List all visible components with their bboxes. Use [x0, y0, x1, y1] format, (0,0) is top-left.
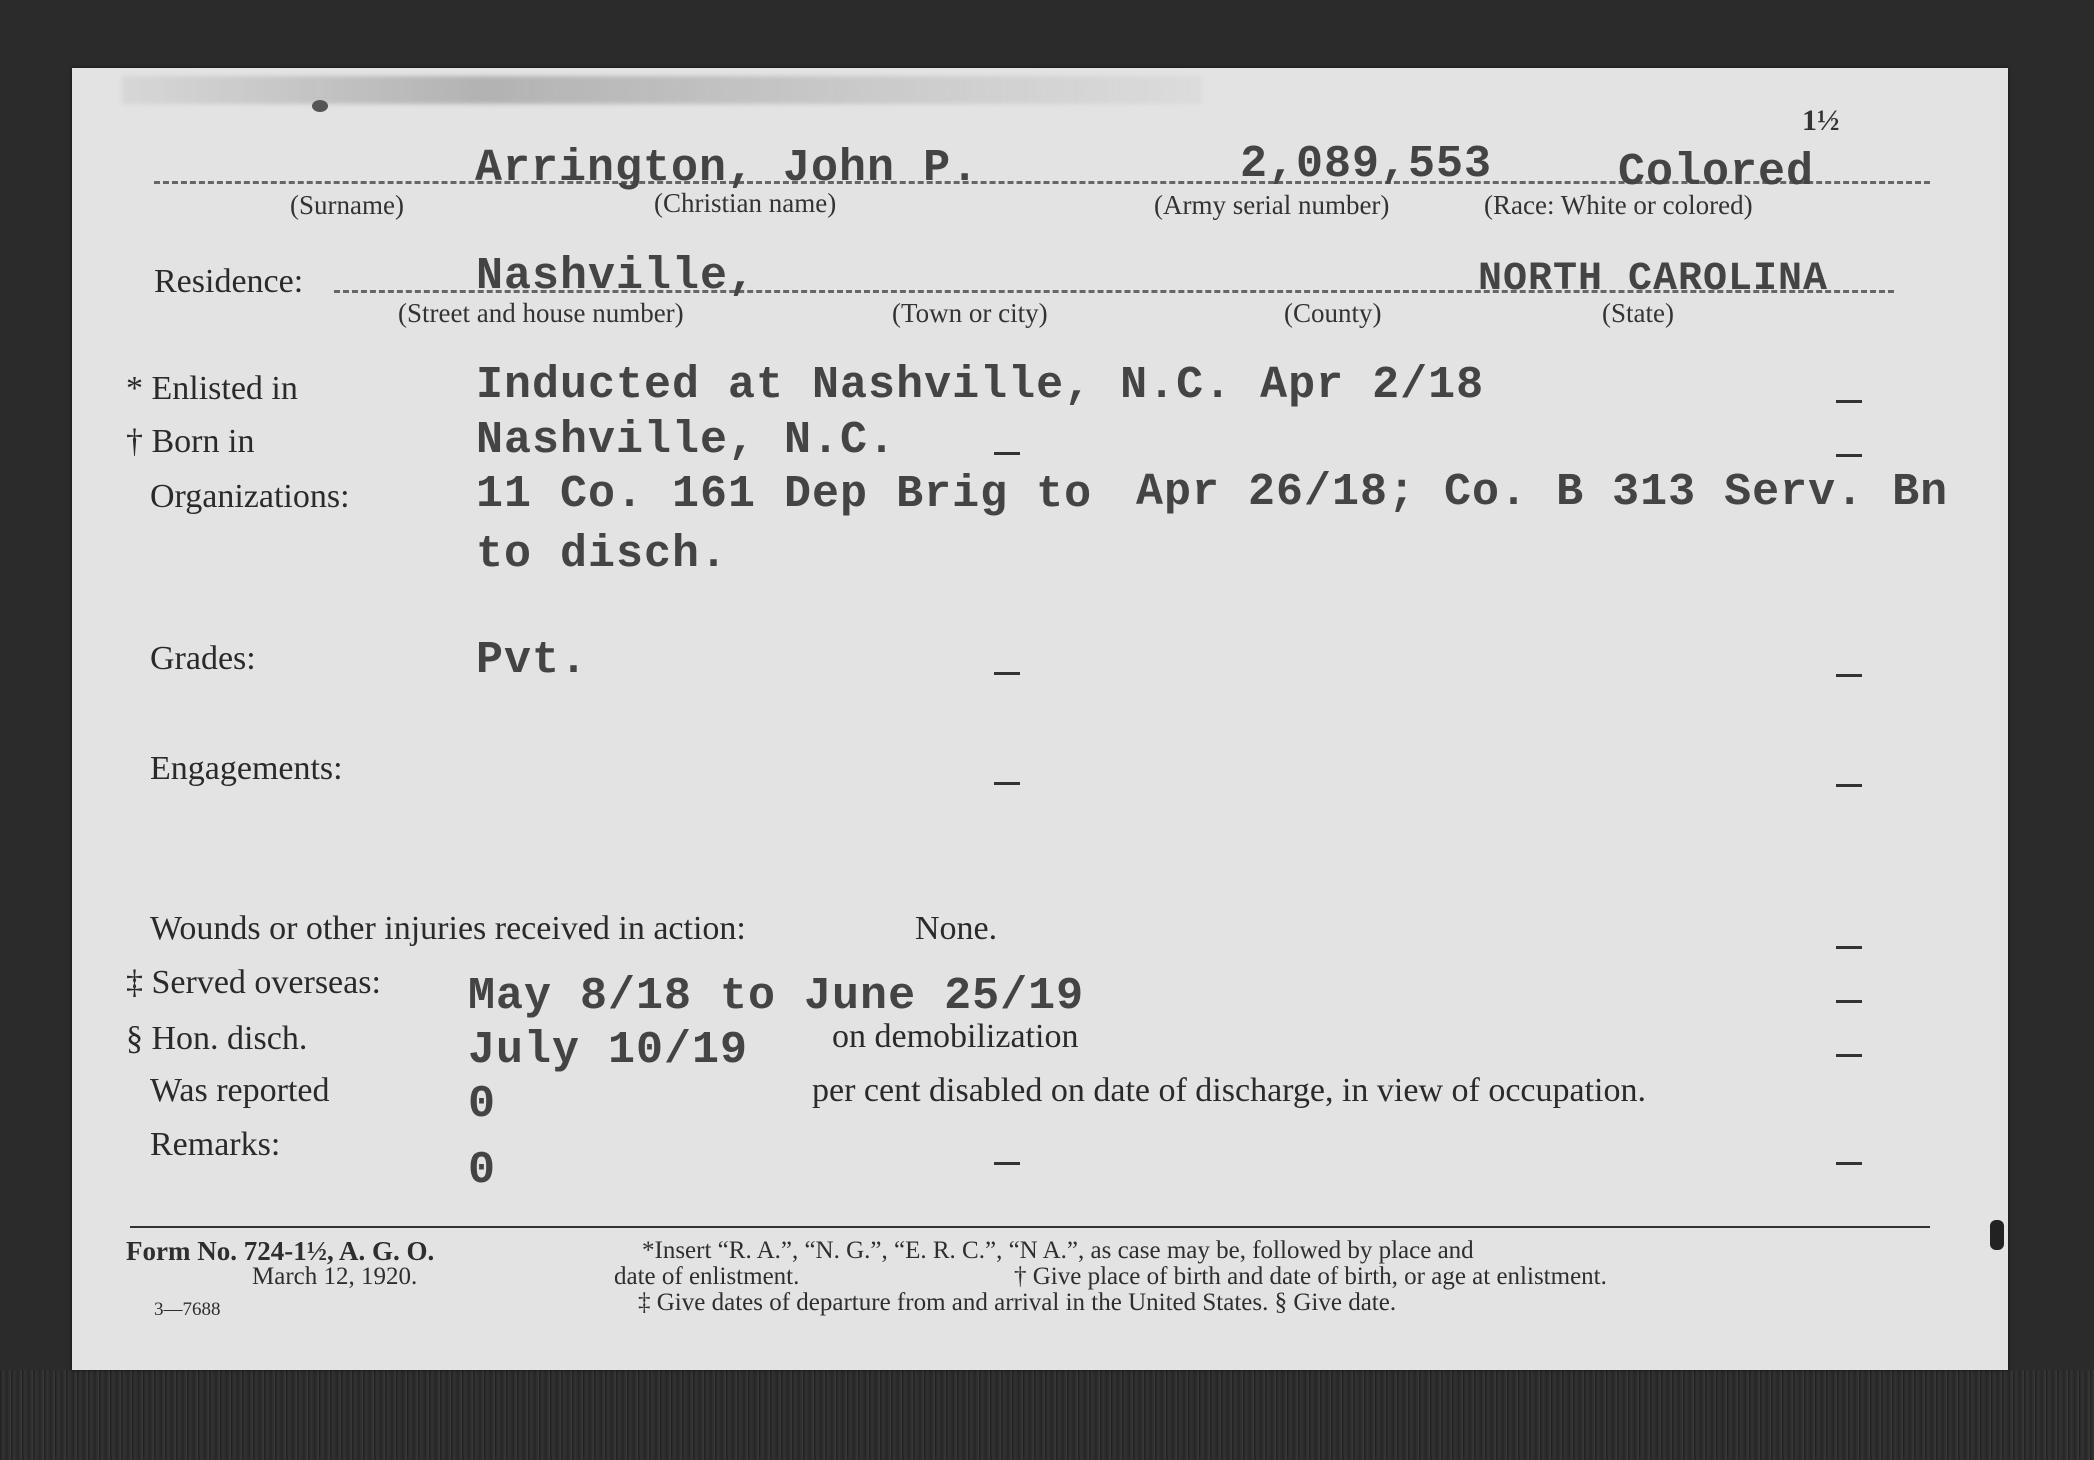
blank-dash — [1836, 784, 1862, 787]
served-overseas-value: May 8/18 to June 25/19 — [468, 971, 1085, 1022]
blank-dash — [1836, 454, 1862, 457]
discharge-reason: on demobilization — [832, 1018, 1079, 1055]
corner-mark: 1½ — [1802, 104, 1840, 137]
organizations-value-1: 11 Co. 161 Dep Brig to — [476, 469, 1093, 520]
blank-dash — [1836, 1000, 1862, 1003]
state-caption: (State) — [1602, 298, 1674, 328]
ink-spot — [312, 100, 328, 112]
blank-dash — [994, 782, 1020, 785]
blank-dash — [994, 672, 1020, 675]
town-caption: (Town or city) — [892, 298, 1048, 328]
residence-town: Nashville, — [476, 251, 757, 302]
born-label: † Born in — [126, 423, 255, 460]
print-code: 3—7688 — [154, 1299, 221, 1320]
engagements-label: Engagements: — [150, 750, 343, 787]
army-serial-caption: (Army serial number) — [1154, 190, 1390, 220]
smudge-mark — [122, 76, 1202, 104]
born-value: Nashville, N.C. — [476, 415, 897, 466]
surname-caption: (Surname) — [290, 190, 404, 220]
organizations-value-2: to disch. — [476, 529, 729, 580]
edge-mark — [1990, 1220, 2004, 1250]
enlisted-label: * Enlisted in — [126, 370, 298, 407]
blank-dash — [1836, 400, 1862, 403]
background-surface — [0, 1370, 2094, 1460]
wounds-label: Wounds or other injuries received in action: — [150, 910, 746, 947]
remarks-value: 0 — [468, 1145, 497, 1196]
county-caption: (County) — [1284, 298, 1382, 328]
race-caption: (Race: White or colored) — [1484, 190, 1753, 220]
footnote-overseas: ‡ Give dates of departure from and arrival in the United States. § Give date. — [638, 1289, 1397, 1316]
blank-dash — [994, 452, 1020, 455]
residence-state: NORTH CAROLINA — [1478, 257, 1829, 302]
grades-label: Grades: — [150, 640, 256, 677]
honorable-discharge-value: July 10/19 — [468, 1025, 749, 1076]
blank-dash — [994, 1162, 1020, 1165]
race-value: Colored — [1618, 147, 1815, 198]
footnote-birth: † Give place of birth and date of birth, or age at enlistment. — [1014, 1263, 1607, 1290]
footnote-insert: *Insert “R. A.”, “N. G.”, “E. R. C.”, “N A.”, as case may be, followed by place and — [642, 1237, 1474, 1264]
organizations-value-1b: Apr 26/18; Co. B 313 Serv. Bn — [1136, 467, 1949, 518]
footer-rule — [130, 1226, 1930, 1228]
served-overseas-label: ‡ Served overseas: — [126, 964, 381, 1001]
soldier-name: Arrington, John P. — [475, 143, 980, 194]
disability-text: per cent disabled on date of discharge, in view of occupation. — [812, 1072, 1646, 1109]
blank-dash — [1836, 1162, 1862, 1165]
residence-label: Residence: — [154, 263, 304, 300]
street-caption: (Street and house number) — [398, 298, 684, 328]
blank-dash — [1836, 1054, 1862, 1057]
army-serial-number: 2,089,553 — [1240, 139, 1493, 190]
form-date: March 12, 1920. — [252, 1263, 418, 1290]
footnote-enlistment: date of enlistment. — [614, 1263, 800, 1290]
christian-name-caption: (Christian name) — [654, 188, 837, 218]
was-reported-label: Was reported — [150, 1072, 330, 1109]
service-record-card — [72, 68, 2008, 1370]
honorable-discharge-label: § Hon. disch. — [126, 1020, 308, 1057]
remarks-label: Remarks: — [150, 1126, 281, 1163]
blank-dash — [1836, 946, 1862, 949]
enlisted-value: Inducted at Nashville, N.C. Apr 2/18 — [476, 360, 1485, 411]
organizations-label: Organizations: — [150, 478, 350, 515]
form-number: Form No. 724-1½, A. G. O. — [126, 1236, 435, 1266]
wounds-value: None. — [915, 910, 998, 947]
disability-percent-value: 0 — [468, 1079, 497, 1130]
grades-value: Pvt. — [476, 635, 589, 686]
blank-dash — [1836, 674, 1862, 677]
